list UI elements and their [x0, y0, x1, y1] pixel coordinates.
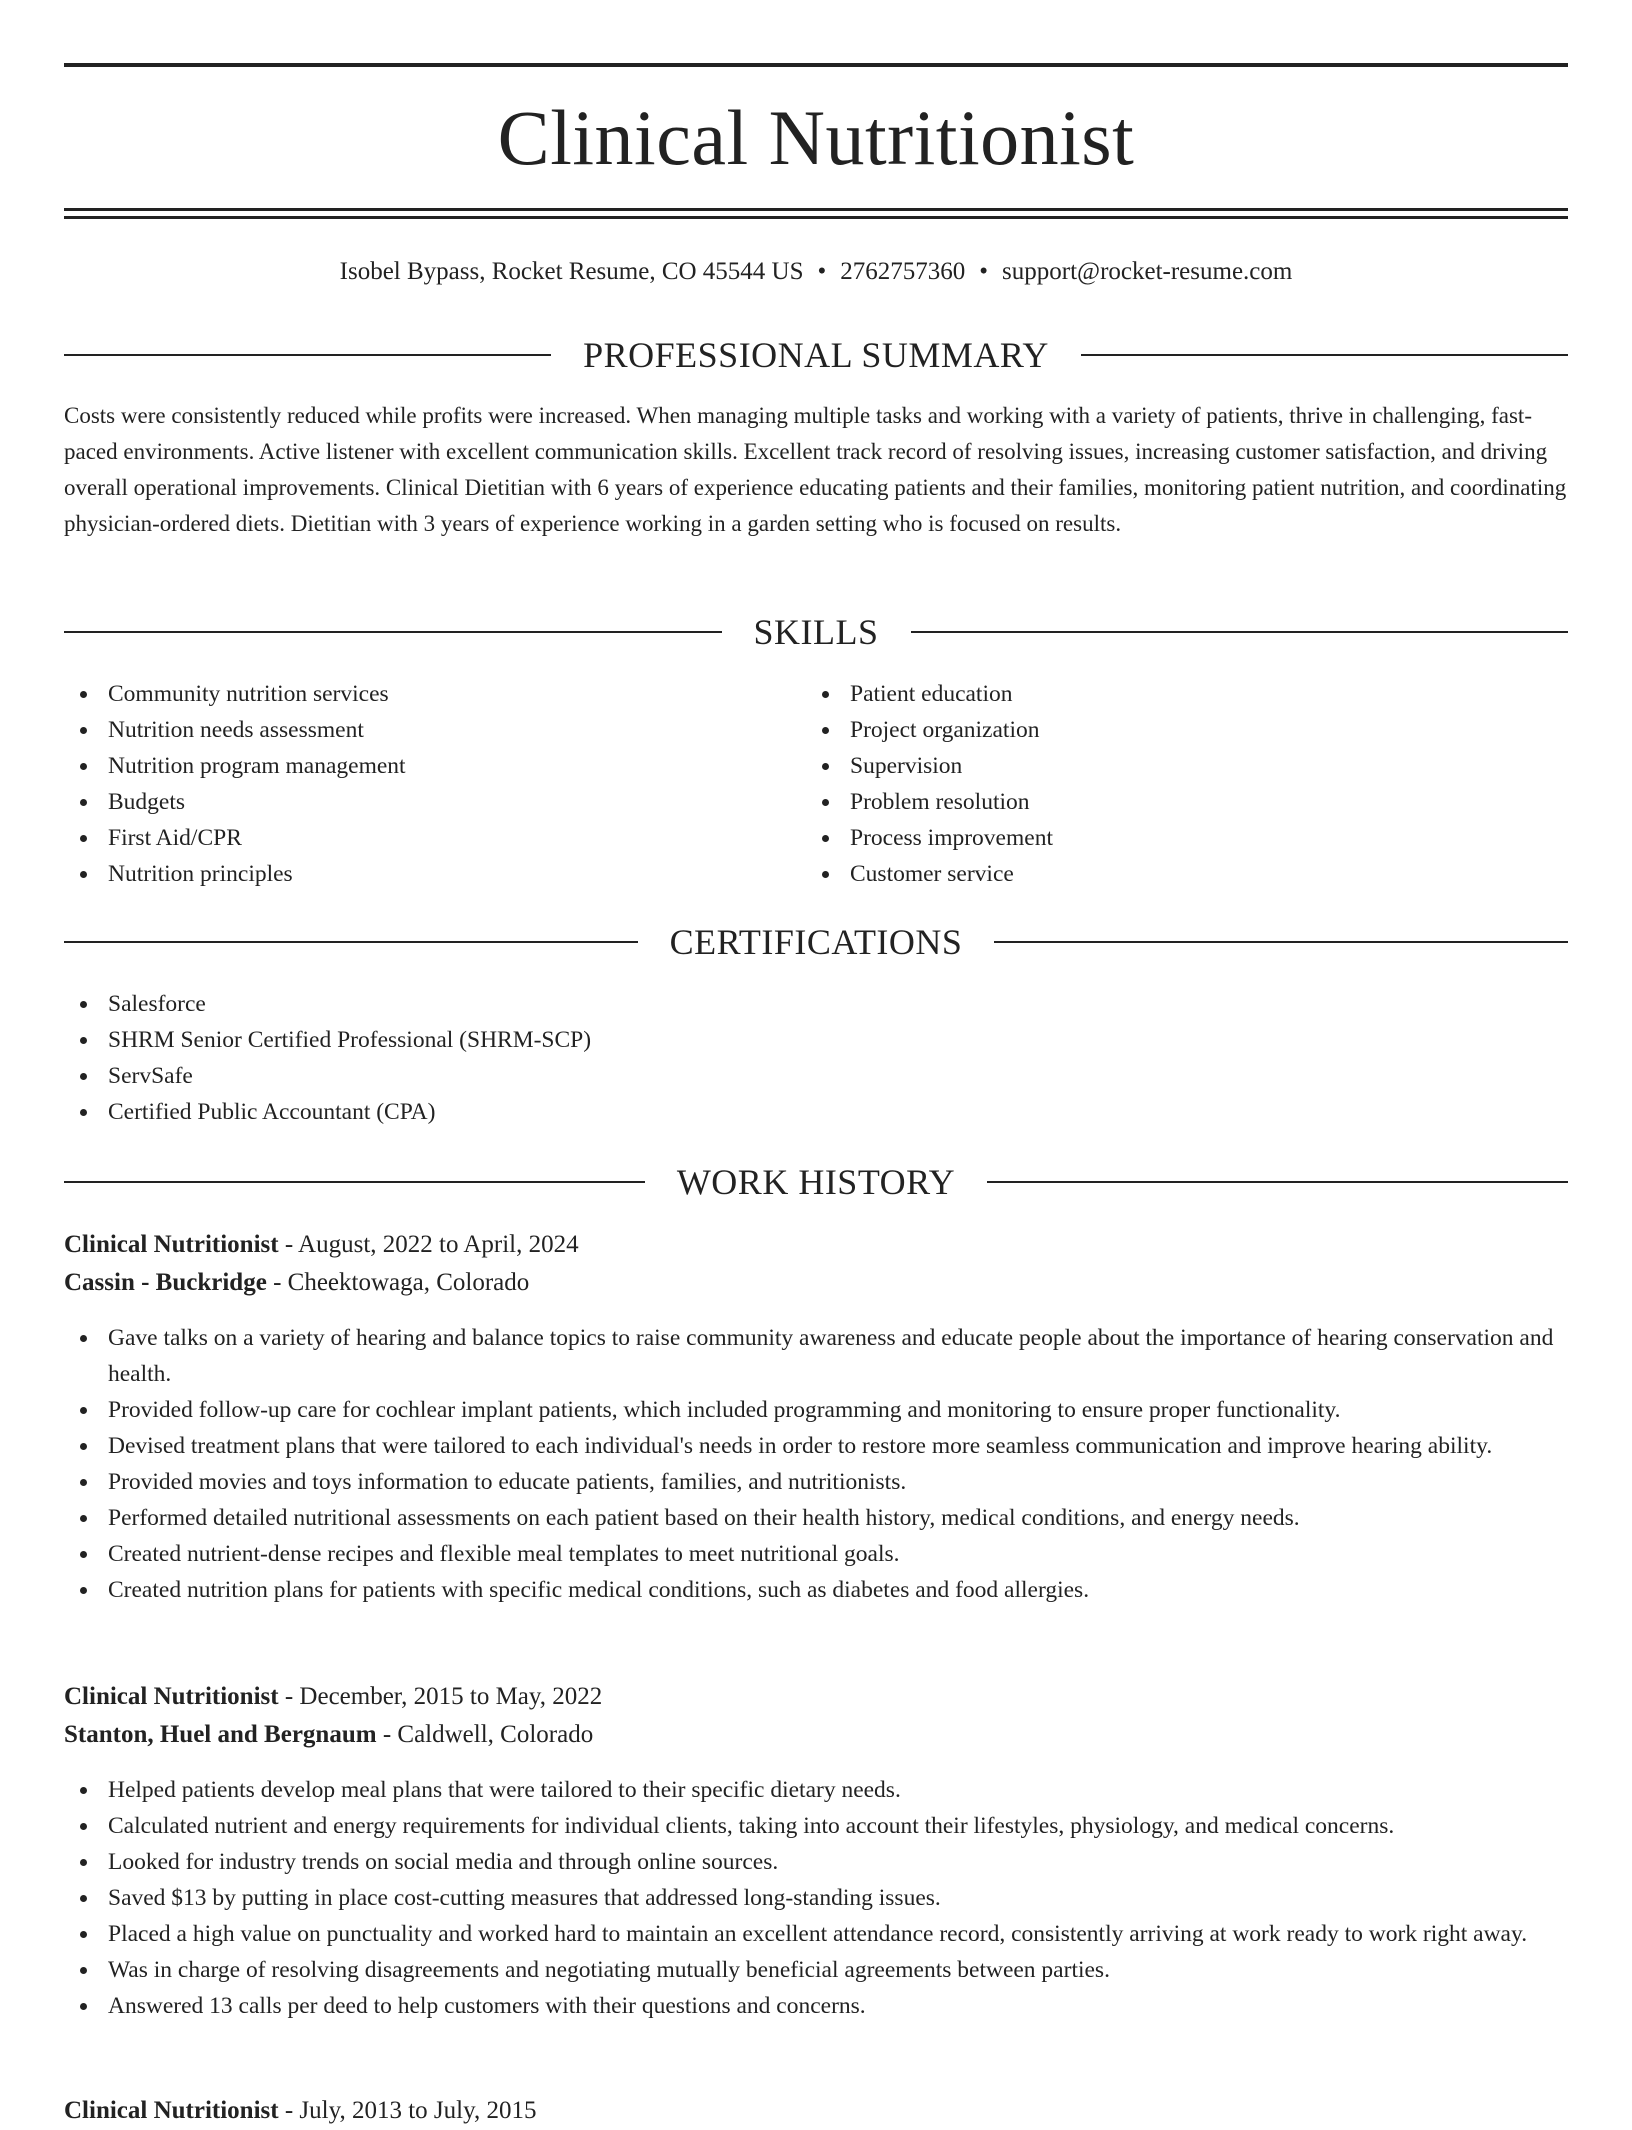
job-duty-item: Was in charge of resolving disagreements and negotiating mutually beneficial agreements between parties. [64, 1952, 1568, 1988]
contact-separator: • [817, 258, 827, 285]
skill-item: Supervision [806, 748, 1546, 784]
job-duties-list [64, 1320, 1568, 1608]
job-company-line [64, 1716, 1568, 1754]
heading-rule-left [64, 941, 638, 943]
section-heading-summary [64, 330, 1568, 380]
job-title-line [64, 2092, 1568, 2130]
section-heading-certifications [64, 917, 1568, 967]
section-heading-label: SKILLS [753, 612, 879, 652]
skill-item: Patient education [806, 676, 1546, 712]
contact-address: Isobel Bypass, Rocket Resume, CO 45544 US [339, 258, 804, 285]
section-heading-skills [64, 607, 1568, 657]
skill-item: Customer service [806, 856, 1546, 892]
job-location: - Cheektowaga, Colorado [266, 1269, 530, 1296]
job-duty-item: Answered 13 calls per deed to help customers with their questions and concerns. [64, 1988, 1568, 2024]
title-rule-upper [64, 208, 1568, 211]
certifications-list [64, 986, 1568, 1130]
section-heading-label: CERTIFICATIONS [669, 922, 963, 962]
job-duty-item: Devised treatment plans that were tailored to each individual's needs in order to restore more seamless communication and improve hearing ability. [64, 1428, 1568, 1464]
heading-rule-right [994, 941, 1568, 943]
job-duty-item: Provided movies and toys information to educate patients, families, and nutritionists. [64, 1464, 1568, 1500]
job-title: Clinical Nutritionist [64, 2097, 279, 2124]
job-duty-item: Gave talks on a variety of hearing and balance topics to raise community awareness and educate people about the importance of hearing conservation and health. [64, 1320, 1568, 1392]
skill-item: Community nutrition services [64, 676, 804, 712]
job-duty-item: Looked for industry trends on social media and through online sources. [64, 1844, 1568, 1880]
job-company-line [64, 1264, 1568, 1302]
contact-email: support@rocket-resume.com [1002, 258, 1293, 285]
section-heading-label: WORK HISTORY [676, 1162, 956, 1202]
skills-list-right [806, 676, 1546, 892]
job-location: - Caldwell, Colorado [376, 1721, 594, 1748]
heading-rule-left [64, 1181, 645, 1183]
heading-rule-right [911, 631, 1569, 633]
contact-phone: 2762757360 [840, 258, 966, 285]
certification-item: SHRM Senior Certified Professional (SHRM-SCP) [64, 1022, 1568, 1058]
contact-separator: • [979, 258, 989, 285]
skill-item: Nutrition principles [64, 856, 804, 892]
job-duty-item: Calculated nutrient and energy requirements for individual clients, taking into account their lifestyles, physiology, and medical concerns. [64, 1808, 1568, 1844]
section-heading-work-history [64, 1157, 1568, 1207]
skill-item: Budgets [64, 784, 804, 820]
job-duty-item: Saved $13 by putting in place cost-cutting measures that addressed long-standing issues. [64, 1880, 1568, 1916]
skill-item: Nutrition needs assessment [64, 712, 804, 748]
job-title: Clinical Nutritionist [64, 1231, 279, 1258]
heading-rule-left [64, 631, 722, 633]
job-duty-item: Placed a high value on punctuality and worked hard to maintain an excellent attendance record, consistently arriving at work ready to work right away. [64, 1916, 1568, 1952]
page-title: Clinical Nutritionist [497, 94, 1135, 181]
summary-text: Costs were consistently reduced while profits were increased. When managing multiple tasks and working with a variety of patients, thrive in challenging, fast-paced environments. Active listener with excellent communication skills. Excellent track record of resolving issues, increasing customer satisfaction, and driving overall operational improvements. Clinical Dietitian with 6 years of experience educating patients and their families, monitoring patient nutrition, and coordinating physician-ordered diets. Dietitian with 3 years of experience working in a garden setting who is focused on results. [64, 403, 1567, 536]
job-title-line [64, 1678, 1568, 1716]
job-company: Cassin - Buckridge [64, 1269, 267, 1296]
certification-item: Certified Public Accountant (CPA) [64, 1094, 1568, 1130]
skills-list-left [64, 676, 804, 892]
job-duty-item: Performed detailed nutritional assessments on each patient based on their health history, medical conditions, and energy needs. [64, 1500, 1568, 1536]
skill-item: Process improvement [806, 820, 1546, 856]
heading-rule-left [64, 354, 551, 356]
skill-item: First Aid/CPR [64, 820, 804, 856]
title-rule-lower [64, 216, 1568, 219]
job-duties-list [64, 1772, 1568, 2024]
job-duty-item: Provided follow-up care for cochlear implant patients, which included programming and monitoring to ensure proper functionality. [64, 1392, 1568, 1428]
job-duty-item: Helped patients develop meal plans that were tailored to their specific dietary needs. [64, 1772, 1568, 1808]
job-dates: - August, 2022 to April, 2024 [278, 1231, 579, 1258]
skill-item: Project organization [806, 712, 1546, 748]
job-dates: - December, 2015 to May, 2022 [278, 1683, 603, 1710]
job-company: Stanton, Huel and Bergnaum [64, 1721, 377, 1748]
certification-item: Salesforce [64, 986, 1568, 1022]
certification-item: ServSafe [64, 1058, 1568, 1094]
top-rule [64, 63, 1568, 67]
job-duty-item: Created nutrition plans for patients with specific medical conditions, such as diabetes and food allergies. [64, 1572, 1568, 1608]
skill-item: Nutrition program management [64, 748, 804, 784]
section-heading-label: PROFESSIONAL SUMMARY [583, 335, 1049, 375]
job-title: Clinical Nutritionist [64, 1683, 279, 1710]
skill-item: Problem resolution [806, 784, 1546, 820]
job-duty-item: Created nutrient-dense recipes and flexible meal templates to meet nutritional goals. [64, 1536, 1568, 1572]
job-dates: - July, 2013 to July, 2015 [278, 2097, 537, 2124]
heading-rule-right [1081, 354, 1568, 356]
job-title-line [64, 1226, 1568, 1264]
heading-rule-right [987, 1181, 1568, 1183]
contact-line [64, 252, 1568, 292]
